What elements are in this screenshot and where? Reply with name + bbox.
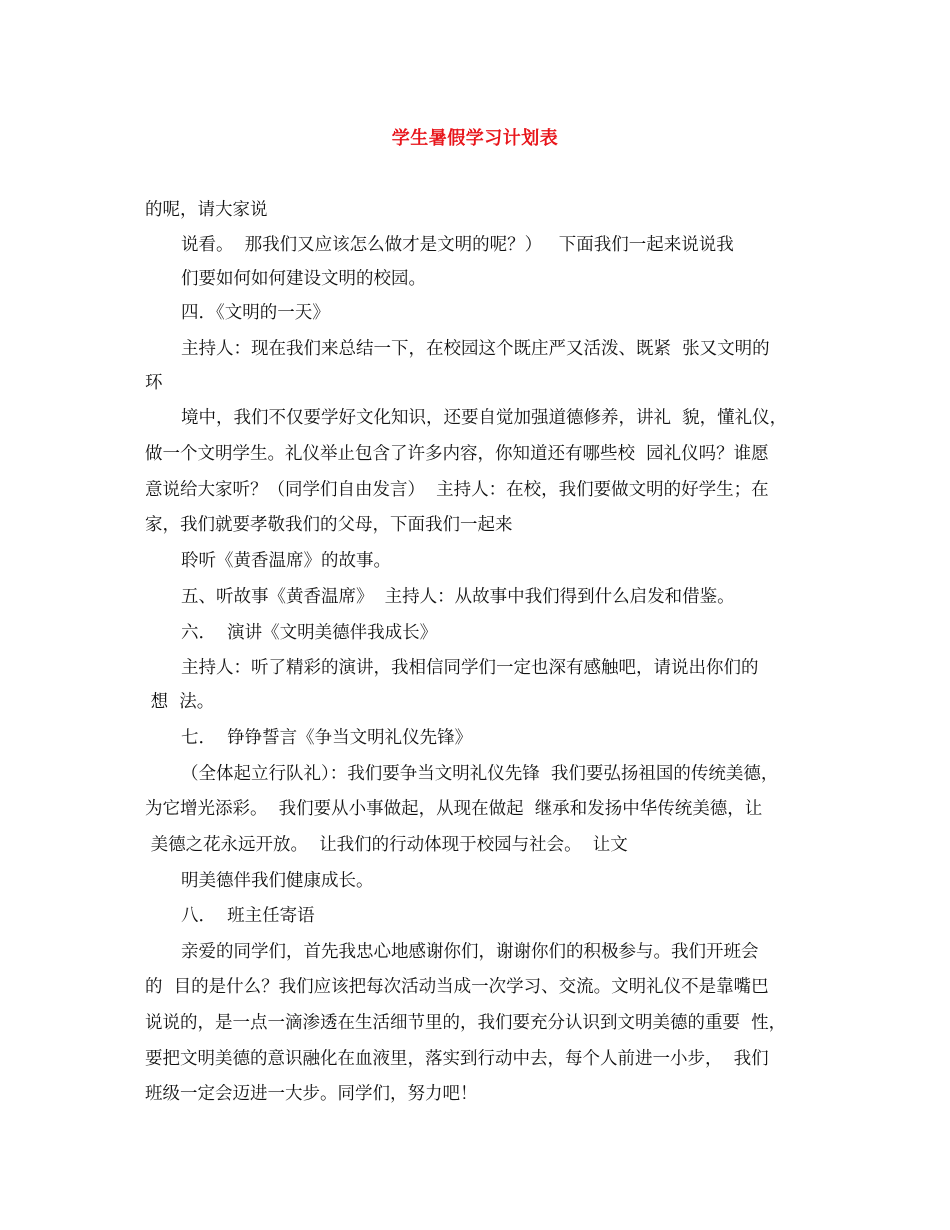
section-heading: 四．《文明的一天》 xyxy=(181,303,330,323)
paragraph-line: 主持人：现在我们来总结一下，在校园这个既庄严又活泼、既紧 张又文明的 xyxy=(181,339,770,359)
paragraph-line: 要把文明美德的意识融化在血液里，落实到行动中去，每个人前进一小步， 我们 xyxy=(145,1049,769,1069)
paragraph-line: 美德之花永远开放。 让我们的行动体现于校园与社会。 让文 xyxy=(145,835,628,855)
paragraph-line: 家，我们就要孝敬我们的父母，下面我们一起来 xyxy=(145,515,513,535)
paragraph-line: 的呢，请大家说 xyxy=(145,200,268,220)
paragraph-line: 意说给大家听？（同学们自由发言） 主持人：在校，我们要做文明的好学生；在 xyxy=(145,480,769,500)
section-heading: 五、听故事《黄香温席》 主持人：从故事中我们得到什么启发和借鉴。 xyxy=(181,587,735,607)
paragraph-line: 境中，我们不仅要学好文化知识，还要自觉加强道德修养，讲礼 貌，懂礼仪， xyxy=(181,408,788,428)
paragraph-line: 环 xyxy=(145,373,163,393)
paragraph-line: 想 法。 xyxy=(145,692,215,712)
paragraph-line: 说看。 那我们又应该怎么做才是文明的呢？） 下面我们一起来说说我 xyxy=(181,235,734,255)
paragraph-line: 说说的，是一点一滴渗透在生活细节里的，我们要充分认识到文明美德的重要 性， xyxy=(145,1013,787,1033)
paragraph-line: 为它增光添彩。 我们要从小事做起，从现在做起 继承和发扬中华传统美德，让 xyxy=(145,799,763,819)
paragraph-line: 明美德伴我们健康成长。 xyxy=(181,871,374,891)
paragraph-line: 主持人：听了精彩的演讲，我相信同学们一定也深有感触吧，请说出你们的 xyxy=(181,658,759,678)
section-heading: 八． 班主任寄语 xyxy=(181,906,315,926)
paragraph-line: 们要如何如何建设文明的校园。 xyxy=(181,269,426,289)
paragraph-line: 班级一定会迈进一大步。同学们，努力吧！ xyxy=(145,1084,478,1104)
paragraph-line: 做一个文明学生。礼仪举止包含了许多内容，你知道还有哪些校 园礼仪吗？谁愿 xyxy=(145,444,769,464)
paragraph-line: 亲爱的同学们，首先我忠心地感谢你们，谢谢你们的积极参与。我们开班会 xyxy=(181,942,759,962)
paragraph-line: 聆听《黄香温席》的故事。 xyxy=(181,551,391,571)
paragraph-line: 的 目的是什么？我们应该把每次活动当成一次学习、交流。文明礼仪不是靠嘴巴 xyxy=(145,977,769,997)
document-title: 学生暑假学习计划表 xyxy=(391,128,559,149)
section-heading: 六． 演讲《文明美德伴我成长》 xyxy=(181,623,438,643)
section-heading: 七． 铮铮誓言《争当文明礼仪先锋》 xyxy=(181,728,473,748)
paragraph-line: （全体起立行队礼）：我们要争当文明礼仪先锋 我们要弘扬祖国的传统美德， xyxy=(181,764,779,784)
